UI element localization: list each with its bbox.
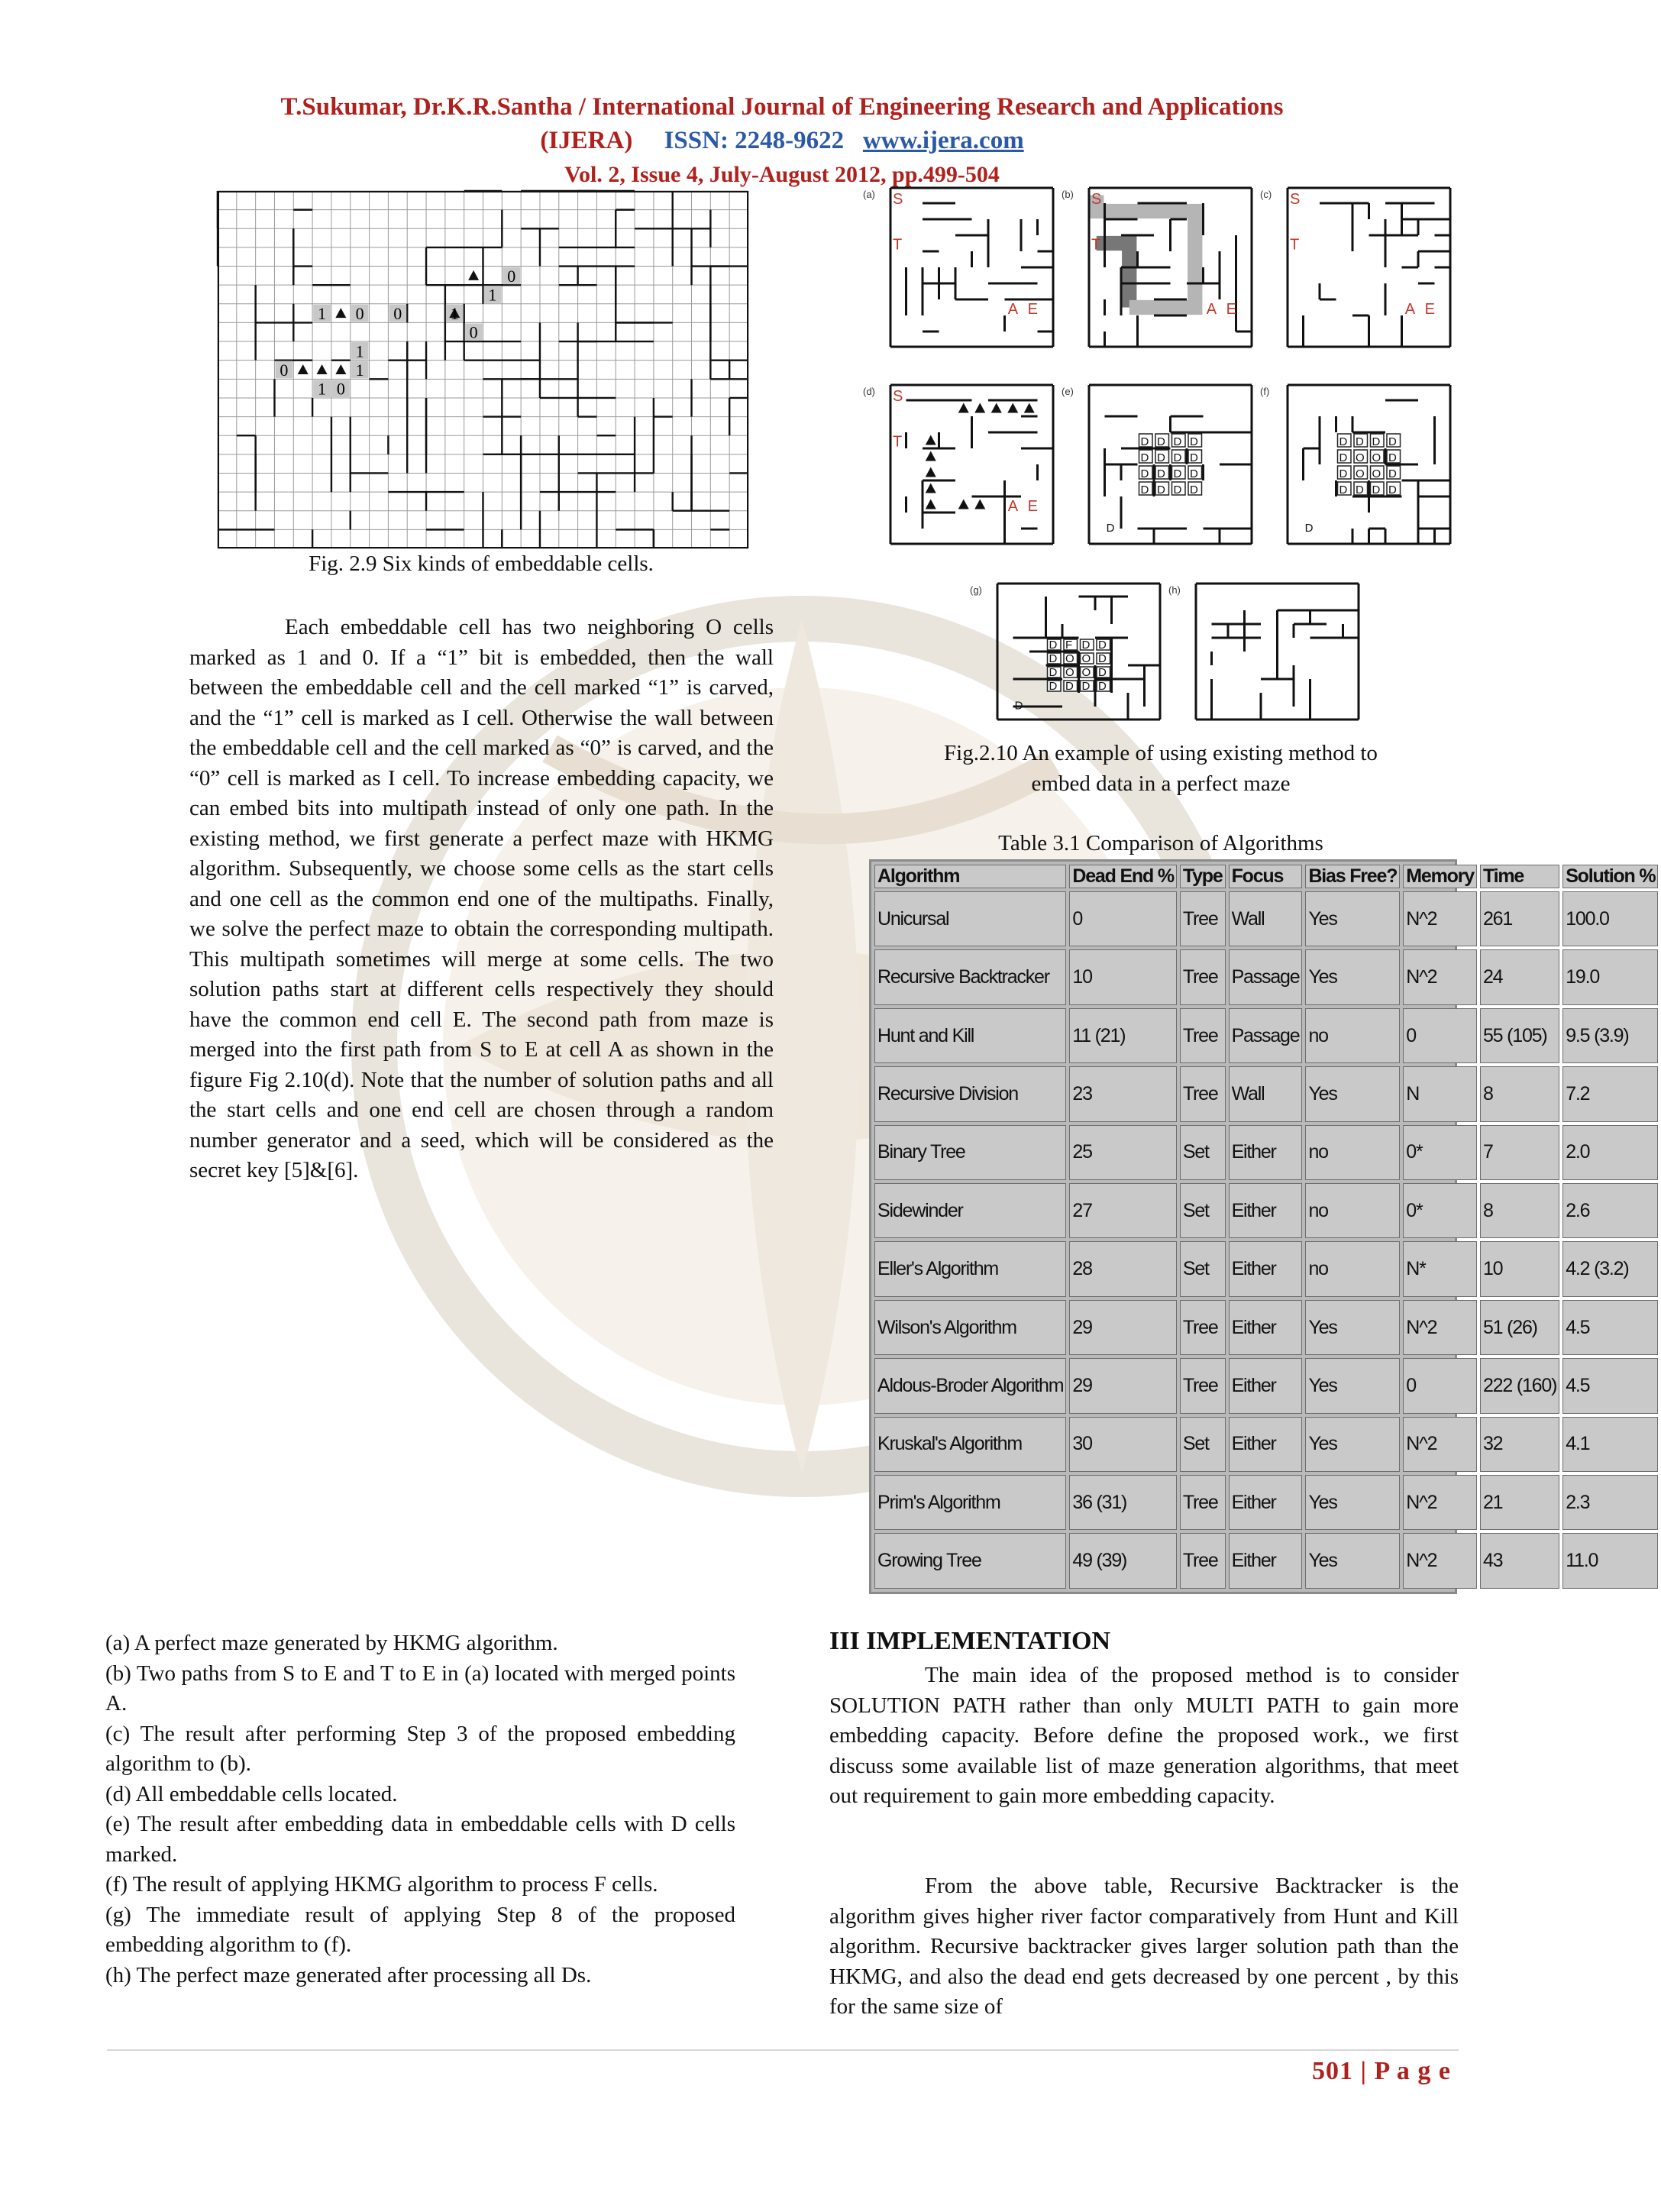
table-cell: 11 (21) — [1069, 1008, 1176, 1063]
table-cell: Recursive Division — [874, 1066, 1066, 1121]
maze-letter: D — [1140, 483, 1149, 496]
maze-letter: D — [1190, 467, 1198, 480]
table-cell: 27 — [1069, 1183, 1176, 1238]
fig-2-10-panel-label: (a) — [863, 189, 875, 200]
section-paragraph-1 — [829, 1661, 1459, 1812]
maze-letter: O — [1356, 467, 1365, 480]
section-paragraph-2 — [829, 1871, 1459, 2023]
fig-2-9-cell-label: 1 — [488, 285, 497, 305]
maze-letter: D — [1157, 467, 1165, 480]
maze-letter: A — [1007, 300, 1019, 318]
table-cell: Tree — [1180, 1008, 1226, 1063]
maze-letter: F — [1065, 639, 1073, 652]
table-header-cell: Dead End % — [1069, 865, 1176, 888]
embeddable-marker — [926, 451, 936, 461]
table-row — [874, 1183, 1658, 1238]
table-cell: Yes — [1305, 891, 1400, 946]
fig-2-9-cell-label: 0 — [507, 266, 516, 286]
maze-letter: D — [1098, 652, 1107, 665]
table-cell: 4.1 — [1562, 1417, 1658, 1472]
table-header-cell: Algorithm — [874, 865, 1066, 888]
triangle-marker — [468, 270, 479, 280]
table-cell: 2.6 — [1562, 1183, 1658, 1238]
table-cell: 28 — [1069, 1241, 1176, 1296]
figure-description-item: (b) Two paths from S to E and T to E in (a) located with merged points A. — [105, 1661, 735, 1716]
maze-letter: D — [1014, 699, 1023, 713]
table-cell: Either — [1229, 1300, 1303, 1355]
embeddable-marker — [974, 500, 985, 509]
table-cell: 25 — [1069, 1125, 1176, 1180]
embeddable-marker — [926, 483, 936, 493]
table-cell: 261 — [1480, 891, 1559, 946]
fig-2-9-maze — [218, 191, 748, 548]
table-header-cell: Focus — [1229, 865, 1303, 888]
table-cell: Yes — [1305, 949, 1400, 1004]
maze-letter: D — [1339, 467, 1348, 480]
maze-letter: D — [1388, 435, 1397, 448]
table-cell: Tree — [1180, 1066, 1226, 1121]
section-title: III IMPLEMENTATION — [829, 1627, 1111, 1655]
maze-letter: D — [1049, 680, 1058, 693]
journal-header-authors: T.Sukumar, Dr.K.R.Santha / International Journal of Engineering Research and Applications — [280, 93, 1284, 121]
fig-2-9-cell-label: 0 — [336, 379, 345, 399]
fig-2-9-cell-label: 0 — [280, 361, 289, 380]
table-cell: N^2 — [1403, 891, 1477, 946]
table-cell: Either — [1229, 1241, 1303, 1296]
fig-2-9-cell-label: 1 — [355, 361, 364, 380]
table-cell: 2.3 — [1562, 1475, 1658, 1530]
fig-2-10-panel — [1260, 384, 1455, 545]
table-cell: N^2 — [1403, 1533, 1477, 1589]
table-cell: 4.2 (3.2) — [1562, 1241, 1658, 1296]
fig-2-9-cell-label: 1 — [450, 304, 459, 324]
fig-2-10-maze — [1088, 187, 1252, 348]
issn: ISSN: 2248-9622 — [664, 127, 845, 154]
triangle-marker — [335, 364, 346, 374]
table-cell: 0 — [1403, 1358, 1477, 1413]
maze-letter: O — [1065, 652, 1074, 665]
table-cell: 29 — [1069, 1358, 1176, 1413]
fig-2-10-panel — [863, 384, 1058, 545]
maze-letter: O — [1081, 666, 1091, 679]
table-cell: 29 — [1069, 1300, 1176, 1355]
maze-letter: D — [1339, 483, 1348, 496]
table-cell: Either — [1229, 1358, 1303, 1413]
maze-letter: D — [1157, 435, 1165, 448]
fig-2-9-cell-label: 1 — [318, 379, 327, 399]
table-header-cell: Solution % — [1562, 865, 1658, 888]
maze-letter: O — [1372, 451, 1381, 464]
table-cell: 19.0 — [1562, 949, 1658, 1004]
maze-letter: D — [1388, 451, 1397, 464]
maze-letter: D — [1106, 522, 1115, 535]
maze-letter: E — [1424, 300, 1435, 318]
fig-2-10-maze — [1195, 583, 1359, 720]
table-header-cell: Bias Free? — [1305, 865, 1400, 888]
table-cell: Passage — [1229, 949, 1303, 1004]
table-cell: Either — [1229, 1475, 1303, 1530]
maze-letter: D — [1339, 451, 1348, 464]
maze-letter: O — [1372, 467, 1381, 480]
maze-letter: D — [1304, 522, 1314, 535]
table-cell: no — [1305, 1183, 1400, 1238]
fig-2-10-maze — [1287, 187, 1451, 348]
table-cell: 9.5 (3.9) — [1562, 1008, 1658, 1063]
table-3-1-title: Table 3.1 Comparison of Algorithms — [998, 831, 1323, 855]
triangle-marker — [335, 308, 346, 318]
table-cell: 24 — [1480, 949, 1559, 1004]
maze-letter: O — [1081, 652, 1091, 665]
maze-letter: D — [1388, 467, 1397, 480]
maze-letter: D — [1049, 666, 1058, 679]
footer-divider — [107, 2049, 1459, 2051]
table-cell: Kruskal's Algorithm — [874, 1417, 1066, 1472]
journal-header-issn-line — [0, 127, 1564, 155]
fig-2-10-panel — [1062, 187, 1256, 348]
maze-letter: T — [1290, 236, 1300, 254]
fig-2-10-panel — [970, 583, 1165, 720]
table-cell: 7.2 — [1562, 1066, 1658, 1121]
page-number: 501 | P a g e — [1312, 2057, 1451, 2085]
table-row — [874, 1300, 1658, 1355]
table-cell: Either — [1229, 1125, 1303, 1180]
table-cell: Tree — [1180, 1475, 1226, 1530]
table-cell: 222 (160) — [1480, 1358, 1559, 1413]
fig-2-10-caption — [863, 738, 1459, 799]
table-cell: 8 — [1480, 1066, 1559, 1121]
fig-2-9-cell-label: 0 — [355, 304, 364, 324]
maze-letter: A — [1206, 300, 1217, 318]
table-cell: 2.0 — [1562, 1125, 1658, 1180]
fig-2-10-caption-line2: embed data in a perfect maze — [1031, 771, 1291, 796]
table-cell: 49 (39) — [1069, 1533, 1176, 1589]
fig-2-10-panel-label: (e) — [1062, 386, 1074, 397]
journal-abbr: (IJERA) — [540, 127, 633, 154]
fig-2-10-panels — [863, 187, 1459, 713]
table-cell: Either — [1229, 1183, 1303, 1238]
table-cell: Binary Tree — [874, 1125, 1066, 1180]
table-cell: Hunt and Kill — [874, 1008, 1066, 1063]
table-cell: Yes — [1305, 1066, 1400, 1121]
table-cell: Set — [1180, 1241, 1226, 1296]
solution-path — [1097, 244, 1129, 308]
fig-2-10-maze — [1088, 384, 1252, 545]
table-cell: Either — [1229, 1533, 1303, 1589]
table-cell: Set — [1180, 1183, 1226, 1238]
figure-description-item: (h) The perfect maze generated after processing all Ds. — [105, 1962, 592, 1987]
maze-letter: T — [893, 433, 903, 451]
table-cell: Yes — [1305, 1358, 1400, 1413]
table-cell: 0* — [1403, 1125, 1477, 1180]
table-cell: 30 — [1069, 1417, 1176, 1472]
maze-letter: D — [1388, 483, 1397, 496]
table-cell: 43 — [1480, 1533, 1559, 1589]
triangle-marker — [317, 364, 328, 374]
maze-letter: D — [1098, 680, 1107, 693]
table-cell: Prim's Algorithm — [874, 1475, 1066, 1530]
table-cell: 4.5 — [1562, 1300, 1658, 1355]
embeddable-marker — [974, 403, 985, 413]
table-row — [874, 1008, 1658, 1063]
maze-letter: D — [1190, 451, 1198, 464]
fig-2-10-maze — [890, 187, 1054, 348]
maze-letter: D — [1157, 451, 1165, 464]
table-cell: no — [1305, 1125, 1400, 1180]
table-cell: Recursive Backtracker — [874, 949, 1066, 1004]
table-row — [874, 1417, 1658, 1472]
table-cell: Tree — [1180, 1300, 1226, 1355]
maze-letter: O — [1356, 451, 1365, 464]
table-cell: 11.0 — [1562, 1533, 1658, 1589]
table-header-cell: Time — [1480, 865, 1559, 888]
table-cell: Set — [1180, 1417, 1226, 1472]
table-row — [874, 949, 1658, 1004]
table-cell: 0 — [1403, 1008, 1477, 1063]
fig-2-10-panel-label: (d) — [863, 386, 875, 397]
table-cell: Either — [1229, 1417, 1303, 1472]
fig-2-10-panel-label: (f) — [1260, 386, 1270, 397]
fig-2-9-cell-label: 1 — [355, 341, 364, 361]
maze-letter: D — [1173, 451, 1182, 464]
fig-2-10-panel — [863, 187, 1058, 348]
table-cell: Eller's Algorithm — [874, 1241, 1066, 1296]
table-cell: N* — [1403, 1241, 1477, 1296]
fig-2-9-cell-label: 0 — [393, 304, 402, 324]
table-cell: 8 — [1480, 1183, 1559, 1238]
table-cell: N^2 — [1403, 1417, 1477, 1472]
maze-letter: S — [893, 191, 903, 208]
fig-2-10-maze — [997, 583, 1161, 720]
table-header-cell: Memory — [1403, 865, 1477, 888]
table-cell: Yes — [1305, 1533, 1400, 1589]
fig-2-10-panel-label: (b) — [1062, 189, 1074, 200]
maze-letter: D — [1173, 467, 1182, 480]
journal-header-volume: Vol. 2, Issue 4, July-August 2012, pp.499-504 — [564, 162, 1000, 187]
figure-description-item: (a) A perfect maze generated by HKMG algorithm. — [105, 1631, 558, 1655]
maze-letter: D — [1065, 680, 1074, 693]
maze-letter: D — [1081, 639, 1091, 652]
fig-2-10-panel-label: (g) — [970, 584, 982, 596]
solution-path — [1097, 196, 1195, 308]
table-row — [874, 1125, 1658, 1180]
table-cell: no — [1305, 1241, 1400, 1296]
maze-letter: D — [1190, 483, 1198, 496]
embeddable-marker — [926, 500, 936, 509]
table-cell: 23 — [1069, 1066, 1176, 1121]
table-cell: N — [1403, 1066, 1477, 1121]
maze-letter: S — [1290, 191, 1301, 208]
maze-letter: D — [1140, 451, 1149, 464]
fig-2-9-cell-label: 1 — [318, 304, 327, 324]
fig-2-10-panel — [1168, 583, 1363, 720]
implementation-intro: The main idea of the proposed method is to consider SOLUTION PATH rather than only MULTI PATH to gain more embedding capacity. Before define the proposed work., we first discuss some available list of maze generation algorithms, that meet out requirement to gain more embedding capacity. — [829, 1663, 1459, 1808]
figure-description-item: (e) The result after embedding data in embeddable cells with D cells marked. — [105, 1812, 735, 1867]
table-cell: Yes — [1305, 1417, 1400, 1472]
table-cell: 10 — [1480, 1241, 1559, 1296]
figure-description-item: (c) The result after performing Step 3 of the proposed embedding algorithm to (b). — [105, 1721, 735, 1776]
table-cell: Unicursal — [874, 891, 1066, 946]
table-cell: Tree — [1180, 891, 1226, 946]
figure-description-item: (f) The result of applying HKMG algorithm to process F cells. — [105, 1872, 658, 1897]
maze-letter: D — [1157, 483, 1165, 496]
maze-letter: D — [1140, 467, 1149, 480]
fig-2-10-maze — [890, 384, 1054, 545]
maze-letter: D — [1140, 435, 1149, 448]
table-cell: 21 — [1480, 1475, 1559, 1530]
table-row — [874, 1241, 1658, 1296]
table-cell: 10 — [1069, 949, 1176, 1004]
maze-letter: S — [893, 388, 903, 405]
fig-2-10-panel-label: (c) — [1260, 189, 1272, 200]
maze-letter: T — [893, 236, 903, 254]
maze-letter: A — [1404, 300, 1416, 318]
journal-url-link[interactable]: www.ijera.com — [862, 127, 1024, 154]
fig-2-9-caption: Fig. 2.9 Six kinds of embeddable cells. — [309, 551, 654, 576]
figure-description-item: (d) All embeddable cells located. — [105, 1781, 398, 1806]
table-cell: no — [1305, 1008, 1400, 1063]
table-cell: 0 — [1069, 891, 1176, 946]
maze-letter: D — [1173, 483, 1182, 496]
table-row — [874, 1475, 1658, 1530]
table-row — [874, 891, 1658, 946]
table-cell: 32 — [1480, 1417, 1559, 1472]
fig-2-10-panel — [1062, 384, 1256, 545]
fig-2-9-cell-label: 0 — [469, 322, 478, 342]
table-cell: 0* — [1403, 1183, 1477, 1238]
table-cell: Wall — [1229, 1066, 1303, 1121]
maze-letter: E — [1027, 497, 1038, 515]
embeddable-marker — [958, 500, 969, 509]
table-cell: N^2 — [1403, 949, 1477, 1004]
table-cell: Aldous-Broder Algorithm — [874, 1358, 1066, 1413]
embeddable-marker — [991, 403, 1002, 413]
table-row — [874, 1533, 1658, 1589]
table-discussion: From the above table, Recursive Backtracker is the algorithm gives higher river factor comparatively from Hunt and Kill algorithm. Recursive backtracker gives larger solution path than the HKMG, and also the dead end gets decreased by one percent , by this for the same size of — [829, 1874, 1459, 2019]
table-cell: Wall — [1229, 891, 1303, 946]
table-cell: Yes — [1305, 1300, 1400, 1355]
table-cell: 7 — [1480, 1125, 1559, 1180]
fig-2-10-panel — [1260, 187, 1455, 348]
maze-letter: E — [1226, 300, 1236, 318]
table-cell: 100.0 — [1562, 891, 1658, 946]
maze-letter: D — [1098, 639, 1107, 652]
fig-2-10-caption-line1: Fig.2.10 An example of using existing method to — [944, 741, 1378, 765]
table-cell: Sidewinder — [874, 1183, 1066, 1238]
table-cell: Growing Tree — [874, 1533, 1066, 1589]
table-cell: Tree — [1180, 1358, 1226, 1413]
figure-description-item: (g) The immediate result of applying Step 8 of the proposed embedding algorithm to (f). — [105, 1902, 735, 1957]
table-row — [874, 1358, 1658, 1413]
table-cell: N^2 — [1403, 1475, 1477, 1530]
maze-letter: S — [1091, 191, 1102, 208]
maze-letter: D — [1081, 680, 1091, 693]
maze-letter: D — [1356, 435, 1364, 448]
maze-letter: D — [1372, 483, 1381, 496]
figure-description-list — [105, 1628, 735, 1990]
table-cell: Tree — [1180, 949, 1226, 1004]
table-cell: N^2 — [1403, 1300, 1477, 1355]
maze-letter: A — [1007, 497, 1019, 515]
embeddable-marker — [958, 403, 969, 413]
triangle-marker — [298, 364, 309, 374]
embeddable-marker — [1024, 403, 1035, 413]
embeddable-cell-paragraph: Each embeddable cell has two neighboring O cells marked as 1 and 0. If a “1” bit is embedded, then the wall between the embeddable cell and the cell marked “1” is carved, and the “1” cell is marked as I cell. Otherwise the wall between the embeddable cell and the cell marked as “0” is carved, and the “0” cell is marked as I cell. To increase embedding capacity, we can embed bits into multipath instead of only one path. In the existing method, we first generate a perfect maze with HKMG algorithm. Subsequently, we choose some cells as the start cells and one cell as the common end one of the multipaths. Finally, we solve the perfect maze to obtain the corresponding multipath. This multipath sometimes will merge at some cells. The two solution paths start at different cells respectively they should have the common end cell E. The second path from maze is merged into the first path from S to E at cell A as shown in the figure Fig 2.10(d). Note that the number of solution paths and all the start cells and one end cell are chosen through a random number generator and a seed, which will be considered as the secret key [5]&[6]. — [189, 615, 774, 1182]
table-cell: Yes — [1305, 1475, 1400, 1530]
table-header-cell: Type — [1180, 865, 1226, 888]
maze-letter: D — [1173, 435, 1182, 448]
embeddable-marker — [926, 435, 936, 445]
embeddable-marker — [1007, 403, 1018, 413]
table-row — [874, 1066, 1658, 1121]
algorithm-comparison-table — [869, 859, 1656, 1594]
left-column-paragraph — [189, 613, 774, 1186]
maze-letter: D — [1339, 435, 1348, 448]
embeddable-marker — [926, 467, 936, 477]
fig-2-10-panel-label: (h) — [1168, 584, 1181, 596]
table-cell: Tree — [1180, 1533, 1226, 1589]
maze-letter: O — [1065, 666, 1074, 679]
maze-letter: D — [1049, 639, 1058, 652]
maze-letter: T — [1091, 236, 1101, 254]
table-header-row — [874, 865, 1658, 888]
table-cell: 36 (31) — [1069, 1475, 1176, 1530]
table-cell: 4.5 — [1562, 1358, 1658, 1413]
maze-letter: D — [1356, 483, 1364, 496]
maze-letter: D — [1190, 435, 1198, 448]
table-cell: Wilson's Algorithm — [874, 1300, 1066, 1355]
table-cell: 51 (26) — [1480, 1300, 1559, 1355]
maze-letter: D — [1049, 652, 1058, 665]
maze-letter: D — [1372, 435, 1381, 448]
maze-letter: D — [1098, 666, 1107, 679]
maze-letter: E — [1027, 300, 1038, 318]
table-cell: Passage — [1229, 1008, 1303, 1063]
table-cell: 55 (105) — [1480, 1008, 1559, 1063]
fig-2-10-maze — [1287, 384, 1451, 545]
table-cell: Set — [1180, 1125, 1226, 1180]
